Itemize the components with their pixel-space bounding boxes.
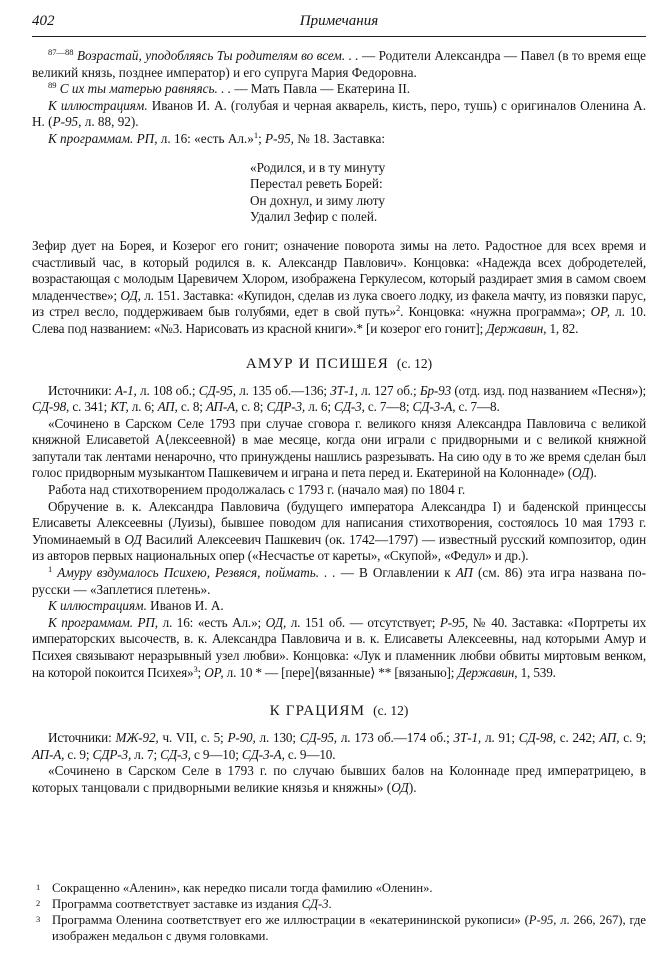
text: ; [258,130,266,146]
programs-note [32,131,646,148]
text: Источники: [48,730,116,746]
text: ч. VII, с. 5; [158,730,228,746]
source-siglum: ЗТ-1, [453,730,482,746]
section-label: К иллюстрациям. [48,598,147,614]
text: л. 173 об.—174 об.; [336,730,454,746]
source-siglum: РП, [133,130,158,146]
section-label: К программам. [48,614,133,630]
source-siglum: ОД [124,531,142,547]
footnote-3: 3 Программа Оленина соответствует его же иллюстрации в «екатерининской рукописи» (Р-95, л. 266, 267), где изображен медальон с двумя головками. [36,913,646,943]
text: с. 242; [555,730,600,746]
text: л. 151. Заставка: «Купидон, сделав из лука своего лодку, из факела мачту, из повязки парус, из стрел весло, поддерживаем быв голубями, едет в свой путь» [32,287,646,320]
text: л. 16: «есть Ал.»; [157,614,266,630]
source-siglum: АП-А, [205,399,239,415]
text: л. 16: «есть Ал.» [157,130,254,146]
source-siglum: Бр-93 [419,382,452,398]
text: л. 135 об.—136; [235,382,331,398]
source-siglum: Р-90, [227,730,256,746]
program-description [32,238,646,338]
page-reference: (с. 12) [396,355,433,371]
source-siglum: ОД [572,465,590,481]
text: с 9—10; [190,746,242,762]
footnotes [32,880,646,944]
quote: Возрастай, уподобляясь Ты родителям во всем. . . [76,48,359,63]
text: «Сочинено в Сарском Селе 1793 при случае сговора г. великого князя Александра Павловича с великой княжной Елисаветой А⟨лексеевной⟩ в мае месяце, когда они играли с придворными и с великой княжной запутали так лентами ненарочно, что принуждены нашлись разрезывать. На сию оду в то же время сделан был голос придворным музыкантом Пашкевичем и играна и пета перед и. Екатериной на Колоннаде» ( [32,415,646,481]
composition-quote [32,763,646,796]
text: № 18. Заставка: [293,130,385,146]
text: Василий Алексеевич Пашкевич (ок. 1742—1797) — известный русский композитор, один из авторов первых национальных опер («Несчастье от кареты», «Скупой», «Федул» и др.). [32,531,646,564]
text: № 40. Заставка: «Портреты их императорских высочеств, в. к. Александра Павловича и в. к. Елисаветы Алексеевны, над которыми Амур и Психея связывают неразрывный узел любви». Концовка: «Лук и пламенник любви обвиты миртовым венком, на которой покоится Психея» [32,614,647,680]
source-siglum: СД-3 [301,897,329,911]
text: ). [589,465,597,481]
text: Зефир дует на Борея, и Козерог его гонит; означение поворота зимы на лето. Радостное для всех время и счастливый час, в который родился в. к. Александр Павлович». Концовка: «Надежда всех добродетелей, возрастающая с молодым Царевичем Хлором, изображена Геркулесом, который раздирает змия в самом своем младенчестве»; [32,237,646,303]
footnote-text: Программа соответствует заставке из издания [52,897,302,911]
source-siglum: Р-95, [52,114,82,130]
line-marker: 87—88 [48,47,74,57]
poem-line: Перестал реветь Борей: [250,176,383,192]
text: л. 10 * — [пере]⟨вязанные⟩ ** [вязаныю]; [223,664,458,680]
source-siglum: КТ, [110,399,129,415]
line-marker: 89 [48,80,57,91]
text: л. 127 об.; [357,382,420,398]
page-reference: (с. 12) [373,703,409,719]
text: с. 8; [238,399,267,415]
source-siglum: ОР, [204,664,224,680]
text: с. 7—8; [364,399,413,415]
poem-quote [250,160,646,226]
source-siglum: ОД, [265,614,287,630]
text: л. 6; [128,399,158,415]
source-siglum: ОР, [590,304,610,320]
programs-note [32,615,646,681]
source-siglum: ЗТ-1, [330,382,358,398]
footnote-2: 2 Программа соответствует заставке из издания СД-3. [36,897,332,911]
section-heading-amur [32,356,646,373]
text: л. 6; [305,399,335,415]
sources-list [32,383,646,416]
text: (отд. изд. под названием «Песня»); [451,382,646,398]
source-siglum: СД-3, [334,399,365,415]
text: (см. 86) эта игра названа по-русски — «Заплетися плетень». [32,565,647,597]
source-siglum: СД-95, [299,730,337,746]
text: Обручение в. к. Александра Павловича (будущего императора Александра I) и баденской принцессы Елисаветы Алексеевны (Луизы), бывшее поводом для написания стихотворения, состоялось 10 мая 1793 г. Упоминаемый в [32,498,646,547]
source-siglum: РП, [132,614,158,630]
quote: С их ты матерью равняясь. . . [59,81,232,97]
illustrations-note [32,598,646,615]
footnote-1: 1 Сокращенно «Аленин», как нередко писали тогда фамилию «Оленин». [36,881,433,895]
source-siglum: Державин, [457,664,518,680]
work-period: Работа над стихотворением продолжалась с 1793 г. (начало мая) по 1804 г. [48,482,466,498]
line-note-1 [32,565,646,598]
text: л. 7; [131,746,161,762]
note-89 [32,81,646,98]
source-siglum: СД-3-А, [412,399,456,415]
source-siglum: А-1, [114,382,137,398]
page-number: 402 [32,13,55,29]
note-text: — Мать Павла — Екатерина II. [231,81,411,97]
poem-line: Удалил Зефир с полей. [250,209,378,225]
source-siglum: МЖ-92, [115,730,159,746]
text: «Сочинено в Сарском Селе в 1793 г. по случаю бывших балов на Колоннаде пред императрицею, в которых танцовали с придворными великие князья и княжны» ( [32,763,646,795]
footnote-ref-2[interactable]: 2 [396,303,401,314]
source-siglum: Р-95, [439,614,469,630]
footnote-ref-1[interactable]: 1 [253,129,259,140]
source-siglum: СДР-3, [266,399,306,415]
text: л. 88, 92). [81,114,139,130]
source-siglum: Державин, [486,320,547,336]
poem-line: Он дохнул, и зиму люту [250,192,385,208]
text: Источники: [48,382,115,398]
text: ; [197,664,205,680]
section-title: АМУР И ПСИШЕЯ [245,355,389,372]
text: л. 130; [255,730,300,746]
text: л. 10. Слева под названием: «№3. Нарисовать из красной книги».* [и козерог его гонит]; [32,304,646,336]
text: Иванов И. А. (голубая и черная акварель, кисть, перо, тушь) с оригиналов Оленина А. Н. ( [32,97,646,130]
source-siglum: Р-95, [265,130,294,146]
text: с. 9; [64,746,93,762]
section-label: К иллюстрациям. [48,97,148,113]
source-siglum: АП, [599,730,620,746]
poem-line: «Родился, и в ту минуту [250,159,386,175]
text: с. 7—8. [455,399,500,415]
sources-list [32,730,646,763]
text: с. 9—10. [284,746,336,762]
text: — В Оглавлении к [335,565,456,581]
text: л. 91; [481,730,519,746]
section-label: К программам. [48,130,134,146]
footnote-text: Сокращенно «Аленин», как нередко писали тогда фамилию «Оленин». [52,881,433,895]
quote: Амуру вздумалось Психею, Резвяся, поймать. . . [57,565,336,581]
footnote-text: Программа Оленина соответствует его же иллюстрации в «екатерининской рукописи» ( [52,913,529,927]
source-siglum: АП [455,565,473,581]
illustrations-note [32,98,646,131]
page-header [32,10,646,37]
source-siglum: СД-98, [32,399,70,415]
text: ). [408,779,417,795]
section-heading-gracii [32,703,646,720]
footnote-text: . [328,897,332,911]
source-siglum: ОД [391,779,409,795]
source-siglum: СДР-3, [92,746,132,762]
betrothal-note [32,499,646,565]
section-title: К ГРАЦИЯМ [269,703,366,720]
running-head: Примечания [299,13,379,29]
text: Иванов И. А. [146,598,224,614]
source-siglum: СД-3, [160,746,191,762]
note-text: — Родители Александра — Павел (в то время еще великий князь, позднее император) и его супруга Мария Федоровна. [32,48,647,80]
source-siglum: АП-А, [32,746,65,762]
line-marker: 1 [48,564,53,575]
footnote-ref-3[interactable]: 3 [193,663,198,674]
source-siglum: ОД, [120,287,141,303]
note-87-88 [32,48,646,81]
composition-quote [32,416,646,482]
text: с. 9; [619,730,647,746]
source-siglum: СД-3-А, [241,746,285,762]
source-siglum: СД-95, [198,382,236,398]
footnote-text: л. 266, 267), где изображен медальон с двумя головками. [52,913,646,943]
source-siglum: Р-95, [528,913,557,927]
text: 1, 539. [517,664,556,680]
text: с. 341; [69,399,111,415]
text: . Концовка: «нужна программа»; [400,304,591,320]
page-body [32,48,646,797]
text: 1, 82. [546,320,579,336]
text: л. 151 об. — отсутствует; [286,614,440,630]
text: с. 8; [177,399,206,415]
text: л. 108 об.; [136,382,199,398]
source-siglum: АП, [157,399,178,415]
source-siglum: СД-98, [518,730,556,746]
